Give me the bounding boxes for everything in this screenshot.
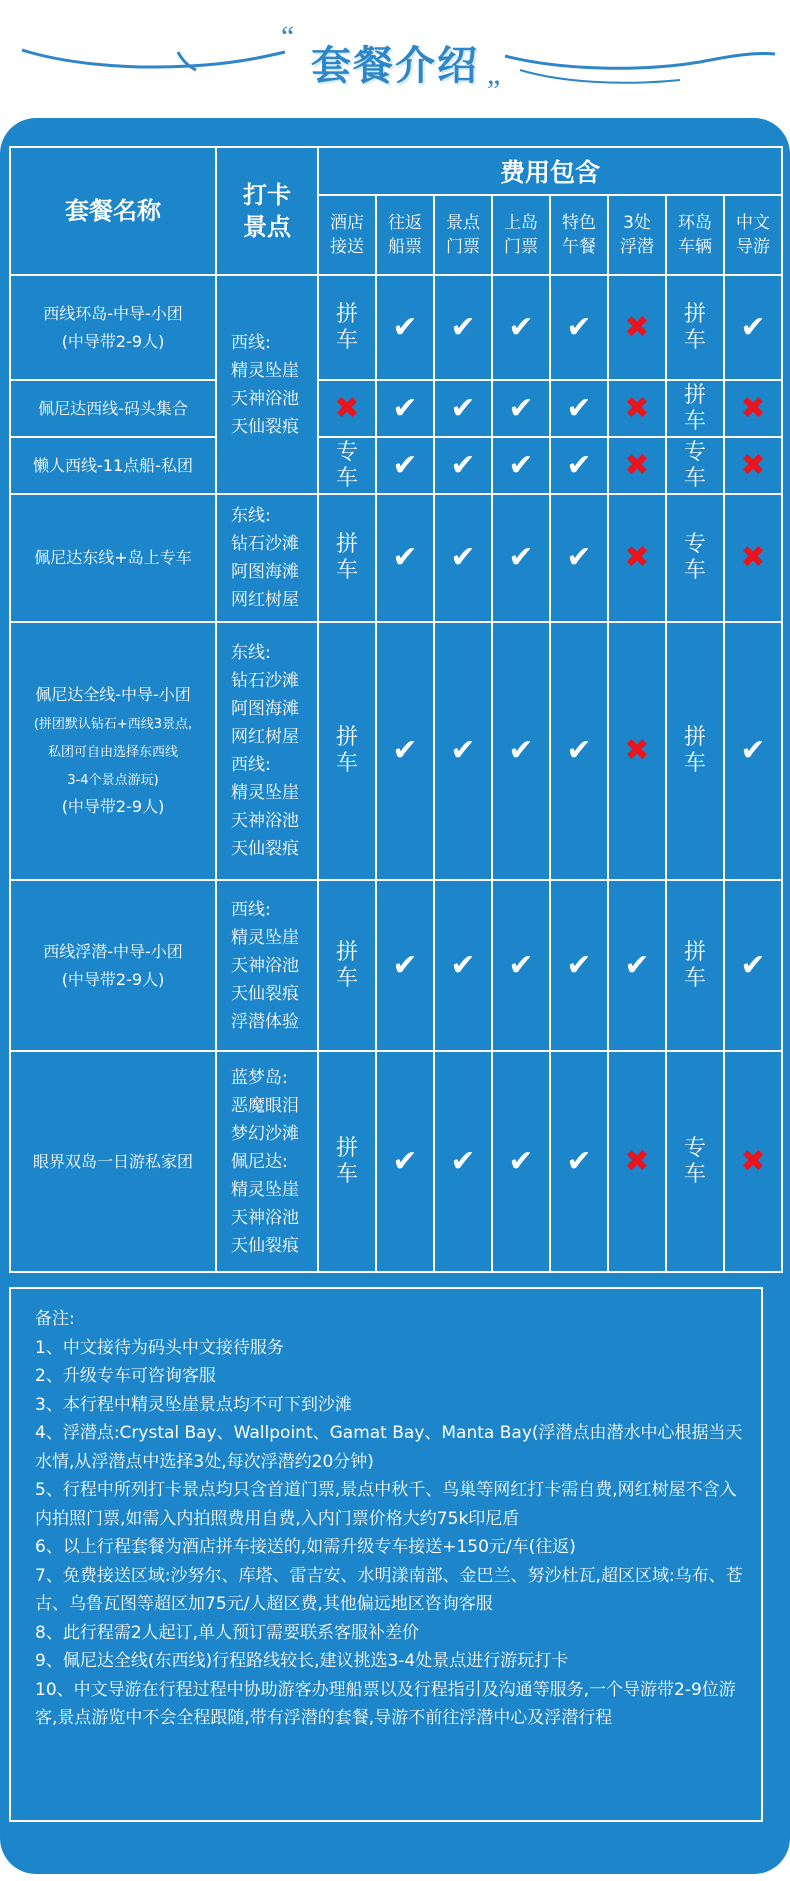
header-fee-col [492, 195, 550, 275]
fee-cell [318, 622, 376, 880]
fee-cell [550, 880, 608, 1051]
text-line: 车 [683, 965, 706, 991]
text-line: 拼 [683, 382, 706, 408]
fee-cell [492, 380, 550, 437]
fee-cell [550, 494, 608, 622]
text-line: 西线: [231, 899, 271, 920]
fee-cell [666, 1051, 724, 1272]
svg-text:”: ” [487, 74, 501, 107]
text-line: 眼界双岛一日游私家团 [32, 1151, 193, 1171]
fee-cell [318, 880, 376, 1051]
note-item: 1、中文接待为码头中文接待服务 [35, 1337, 284, 1358]
fee-cell [724, 380, 782, 437]
text-line: 门票 [504, 237, 538, 257]
header-fee-col [434, 195, 492, 275]
fee-cell [376, 437, 434, 494]
table-row [10, 880, 782, 1051]
fee-cell [492, 1051, 550, 1272]
check-icon: ✔ [566, 447, 592, 483]
text-line: 车 [683, 327, 706, 353]
check-icon: ✔ [392, 309, 418, 345]
header-row [10, 147, 782, 195]
table-row [10, 494, 782, 622]
package-name [10, 880, 216, 1051]
text-line: 专 [683, 532, 706, 557]
checkin-spots [216, 880, 318, 1051]
note-item: 6、以上行程套餐为酒店拼车接送的,如需升级专车接送+150元/车(往返) [35, 1537, 576, 1557]
text-line: 中文 [736, 213, 770, 233]
fee-cell [724, 880, 782, 1051]
check-icon: ✔ [450, 447, 476, 483]
check-icon: ✔ [450, 733, 476, 768]
check-icon: ✔ [508, 309, 534, 345]
note-item: 7、免费接送区域:沙努尔、库塔、雷吉安、水明漾南部、金巴兰、努沙杜瓦,超区区域:乌布、苍古、乌鲁瓦图等超区加75元/人超区费,其他偏远地区咨询客服 [35, 1565, 743, 1614]
check-icon: ✔ [450, 947, 476, 983]
header-checkin-spots [216, 147, 318, 275]
fee-cell [724, 437, 782, 494]
check-icon: ✔ [508, 447, 534, 483]
fee-cell [666, 380, 724, 437]
cross-icon: ✖ [740, 540, 766, 575]
text-line: 船票 [388, 237, 422, 257]
package-name [10, 1051, 216, 1272]
text-line: 天仙裂痕 [231, 983, 299, 1004]
text-line: 车 [335, 965, 358, 991]
text-line: 上岛 [504, 213, 538, 233]
fee-cell [318, 494, 376, 622]
fee-cell [666, 622, 724, 880]
fee-cell [492, 880, 550, 1051]
text-line: 打卡 [243, 181, 291, 209]
cross-icon: ✖ [624, 390, 650, 426]
text-line: 佩尼达: [231, 1151, 288, 1172]
notes-title: 备注: [35, 1309, 75, 1329]
text-line: 车 [335, 558, 358, 583]
table-row [10, 380, 782, 437]
fee-cell [376, 494, 434, 622]
fee-cell [492, 622, 550, 880]
table-row [10, 1051, 782, 1272]
fee-cell [434, 1051, 492, 1272]
header-fee-col [666, 195, 724, 275]
fee-cell [666, 437, 724, 494]
text-line: 拼 [683, 301, 706, 327]
check-icon: ✔ [508, 1143, 534, 1179]
check-icon: ✔ [392, 1143, 418, 1179]
fee-cell [608, 880, 666, 1051]
fee-cell [608, 1051, 666, 1272]
header-fee-col [608, 195, 666, 275]
text-line: 天神浴池 [231, 1207, 299, 1228]
text-line: 西线环岛-中导-小团 [43, 303, 183, 323]
text-line: 车 [335, 465, 358, 491]
notes-box [9, 1287, 763, 1822]
check-icon: ✔ [566, 390, 592, 426]
fee-cell [376, 275, 434, 380]
fee-cell [434, 494, 492, 622]
text-line: 导游 [736, 237, 770, 257]
text-line: 东线: [231, 506, 271, 526]
fee-cell [492, 275, 550, 380]
fee-cell [376, 380, 434, 437]
check-icon: ✔ [508, 733, 534, 768]
checkin-spots [216, 275, 318, 494]
text-line: 精灵坠崖 [231, 927, 299, 948]
text-line: 拼 [335, 939, 358, 965]
text-line: 专 [335, 439, 358, 465]
package-table [9, 146, 783, 1273]
check-icon: ✔ [740, 309, 766, 345]
fee-cell [318, 380, 376, 437]
fee-cell [724, 1051, 782, 1272]
package-name [10, 380, 216, 437]
text-line: 午餐 [562, 237, 596, 257]
cross-icon: ✖ [624, 1143, 650, 1179]
text-line: 3处 [623, 213, 651, 233]
check-icon: ✔ [740, 733, 766, 768]
fee-cell [318, 275, 376, 380]
text-line: 车 [335, 327, 358, 353]
fee-cell [608, 494, 666, 622]
fee-cell [724, 275, 782, 380]
checkin-spots [216, 622, 318, 880]
note-item: 9、佩尼达全线(东西线)行程路线较长,建议挑选3-4处景点进行游玩打卡 [35, 1651, 569, 1671]
text-line: 专 [683, 439, 706, 465]
text-line: 西线浮潜-中导-小团 [43, 941, 183, 961]
fee-cell [550, 622, 608, 880]
svg-text:“: “ [281, 20, 295, 53]
package-name [10, 275, 216, 380]
header-fee-col [550, 195, 608, 275]
page-title: 套餐介绍 [311, 43, 479, 89]
check-icon: ✔ [450, 390, 476, 426]
text-line: 浮潜 [620, 237, 654, 257]
text-line: (拼团默认钻石+西线3景点, [33, 717, 193, 732]
cross-icon: ✖ [624, 540, 650, 575]
text-line: 接送 [330, 237, 364, 257]
text-line: 拼 [683, 939, 706, 965]
text-line: 环岛 [678, 213, 712, 233]
fee-cell [492, 494, 550, 622]
check-icon: ✔ [508, 947, 534, 983]
fee-cell [724, 622, 782, 880]
text-line: 天神浴池 [231, 811, 299, 831]
cross-icon: ✖ [624, 447, 650, 483]
text-line: 西线: [231, 755, 271, 775]
text-line: 车 [683, 558, 706, 583]
text-line: 精灵坠崖 [231, 783, 299, 803]
check-icon: ✔ [566, 309, 592, 345]
package-name [10, 437, 216, 494]
fee-cell [434, 380, 492, 437]
fee-cell [376, 1051, 434, 1272]
fee-cell [608, 380, 666, 437]
check-icon: ✔ [624, 947, 650, 983]
cross-icon: ✖ [740, 447, 766, 483]
text-line: 拼 [683, 725, 706, 750]
text-line: 天神浴池 [231, 388, 299, 409]
text-line: 车 [683, 1161, 706, 1187]
check-icon: ✔ [450, 309, 476, 345]
text-line: 车 [335, 751, 358, 776]
fee-cell [724, 494, 782, 622]
package-guide-note: (中导带2-9人) [61, 797, 165, 816]
text-line: 车 [683, 465, 706, 491]
text-line: (中导带2-9人) [61, 331, 165, 351]
note-item: 4、浮潜点:Crystal Bay、Wallpoint、Gamat Bay、Manta Bay(浮潜点由潜水中心根据当天水情,从浮潜点中选择3处,每次浮潜约20分钟) [35, 1423, 743, 1472]
note-item: 3、本行程中精灵坠崖景点均不可下到沙滩 [35, 1394, 352, 1415]
fee-cell [434, 622, 492, 880]
cross-icon: ✖ [740, 390, 766, 426]
fee-cell [550, 1051, 608, 1272]
text-line: 恶魔眼泪 [231, 1095, 299, 1116]
text-line: 东线: [231, 643, 271, 663]
fee-cell [318, 437, 376, 494]
package-name [10, 622, 216, 880]
check-icon: ✔ [450, 540, 476, 575]
package-note [34, 717, 192, 788]
table-row [10, 622, 782, 880]
text-line: 精灵坠崖 [231, 1179, 299, 1200]
check-icon: ✔ [566, 540, 592, 575]
text-line: 钻石沙滩 [231, 671, 299, 691]
check-icon: ✔ [392, 733, 418, 768]
cross-icon: ✖ [740, 1143, 766, 1179]
page-header [0, 0, 790, 112]
fee-cell [550, 275, 608, 380]
check-icon: ✔ [566, 733, 592, 768]
text-line: 网红树屋 [231, 590, 299, 610]
text-line: 3-4个景点游玩) [67, 773, 159, 788]
fee-cell [434, 275, 492, 380]
text-line: 西线: [231, 332, 271, 353]
text-line: 懒人西线-11点船-私团 [33, 455, 193, 475]
check-icon: ✔ [508, 390, 534, 426]
text-line: 专 [683, 1135, 706, 1161]
text-line: 阿图海滩 [231, 699, 299, 719]
fee-cell [666, 275, 724, 380]
fee-cell [376, 880, 434, 1051]
text-line: 浮潜体验 [231, 1011, 299, 1032]
fee-cell [434, 880, 492, 1051]
text-line: 车辆 [678, 237, 712, 257]
check-icon: ✔ [392, 390, 418, 426]
header-fee-col [318, 195, 376, 275]
check-icon: ✔ [392, 947, 418, 983]
fee-cell [666, 494, 724, 622]
cross-icon: ✖ [334, 390, 360, 426]
check-icon: ✔ [508, 540, 534, 575]
text-line: 车 [335, 1161, 358, 1187]
text-line: 车 [683, 751, 706, 776]
text-line: 钻石沙滩 [231, 534, 299, 554]
text-line: 天仙裂痕 [231, 1235, 299, 1256]
text-line: 拼 [335, 1135, 358, 1161]
fee-cell [550, 437, 608, 494]
text-line: 酒店 [330, 213, 364, 233]
fee-cell [376, 622, 434, 880]
text-line: 特色 [562, 213, 596, 233]
text-line: 往返 [388, 213, 422, 233]
header-fee-col [724, 195, 782, 275]
text-line: 梦幻沙滩 [231, 1123, 299, 1144]
text-line: 车 [683, 408, 706, 434]
note-item: 8、此行程需2人起订,单人预订需要联系客服补差价 [35, 1622, 420, 1643]
text-line: 景点 [243, 213, 291, 241]
fee-cell [492, 437, 550, 494]
cross-icon: ✖ [624, 733, 650, 768]
table-row [10, 437, 782, 494]
check-icon: ✔ [392, 540, 418, 575]
check-icon: ✔ [566, 947, 592, 983]
text-line: 佩尼达东线+岛上专车 [34, 548, 192, 567]
fee-cell [666, 880, 724, 1051]
text-line: 佩尼达全线-中导-小团 [35, 685, 191, 704]
note-item: 10、中文导游在行程过程中协助游客办理船票以及行程指引及沟通等服务,一个导游带2-9位游客,景点游览中不会全程跟随,带有浮潜的套餐,导游不前往浮潜中心及浮潜行程 [35, 1679, 736, 1728]
header-fee-included: 费用包含 [318, 147, 782, 195]
fee-cell [318, 1051, 376, 1272]
cross-icon: ✖ [624, 309, 650, 345]
check-icon: ✔ [450, 1143, 476, 1179]
note-item: 2、升级专车可咨询客服 [35, 1366, 216, 1386]
checkin-spots [216, 494, 318, 622]
fee-cell [434, 437, 492, 494]
fee-cell [608, 437, 666, 494]
package-name [10, 494, 216, 622]
text-line: 景点 [446, 213, 480, 233]
text-line: 拼 [335, 725, 358, 750]
table-row [10, 275, 782, 380]
header-package-name: 套餐名称 [10, 147, 216, 275]
text-line: 拼 [335, 532, 358, 557]
text-line: (中导带2-9人) [61, 969, 165, 989]
text-line: 天神浴池 [231, 955, 299, 976]
fee-cell [608, 622, 666, 880]
checkin-spots [216, 1051, 318, 1272]
text-line: 门票 [446, 237, 480, 257]
fee-cell [608, 275, 666, 380]
text-line: 天仙裂痕 [231, 416, 299, 437]
text-line: 蓝梦岛: [231, 1067, 288, 1088]
text-line: 网红树屋 [231, 727, 299, 747]
text-line: 天仙裂痕 [231, 839, 299, 859]
header-fee-col [376, 195, 434, 275]
text-line: 佩尼达西线-码头集合 [38, 398, 188, 418]
text-line: 阿图海滩 [231, 562, 299, 582]
fee-cell [550, 380, 608, 437]
text-line: 私团可自由选择东西线 [47, 745, 178, 760]
check-icon: ✔ [566, 1143, 592, 1179]
text-line: 精灵坠崖 [231, 360, 299, 381]
note-item: 5、行程中所列打卡景点均只含首道门票,景点中秋千、鸟巢等网红打卡需自费,网红树屋不含入内拍照门票,如需入内拍照费用自费,入内门票价格大约75k印尼盾 [35, 1480, 737, 1529]
check-icon: ✔ [392, 447, 418, 483]
text-line: 拼 [335, 301, 358, 327]
check-icon: ✔ [740, 947, 766, 983]
